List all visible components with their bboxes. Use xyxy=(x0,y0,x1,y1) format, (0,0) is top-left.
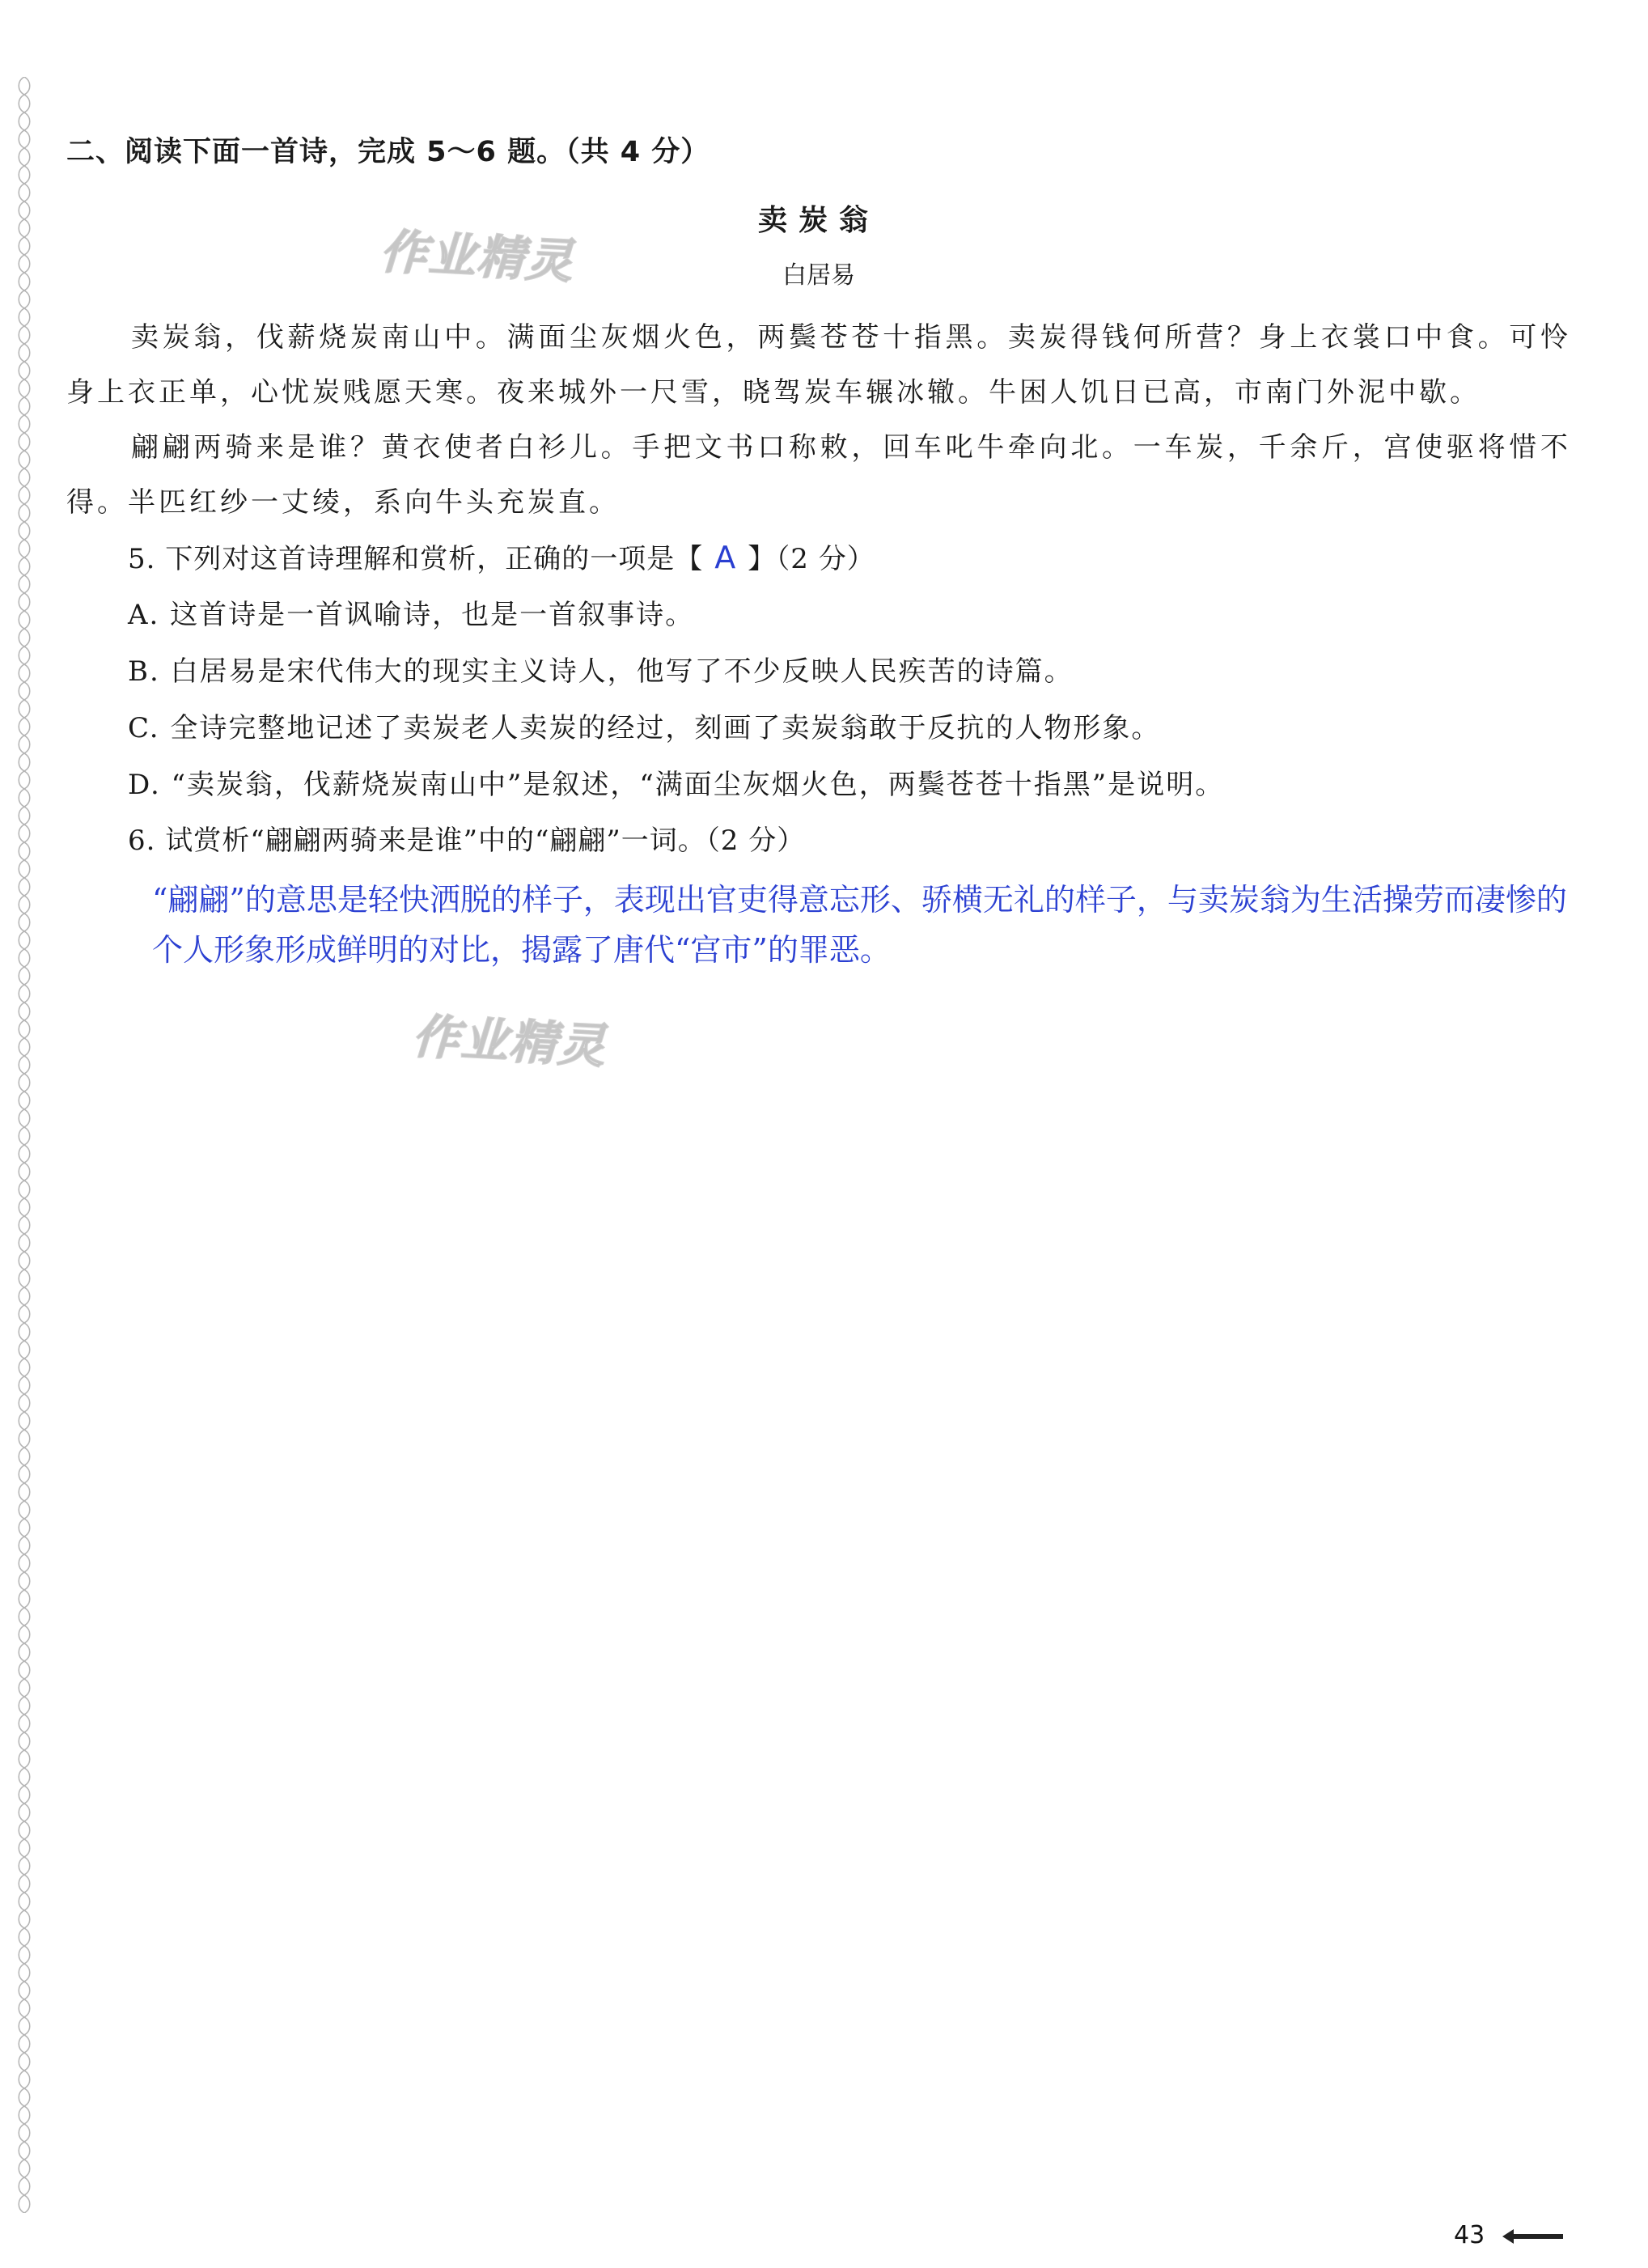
watermark-logo: 作业精灵 xyxy=(411,1008,608,1075)
watermark-logo: 作业精灵 xyxy=(379,223,576,290)
option-b: B. 白居易是宋代伟大的现实主义诗人，他写了不少反映人民疾苦的诗篇。 xyxy=(128,655,1074,688)
question-5-points: 】（2 分） xyxy=(748,543,875,575)
poem-author: 白居易 xyxy=(782,261,855,290)
question-5-text: 5. 下列对这首诗理解和赏析，正确的一项是【 xyxy=(128,543,704,575)
poem-paragraph: 卖炭翁，伐薪烧炭南山中。满面尘灰烟火色，两鬓苍苍十指黑。卖炭得钱何所营？身上衣裳口中食。可怜身上衣正单，心忧炭贱愿天寒。夜来城外一尺雪，晓驾炭车辗冰辙。牛困人饥日已高，市南门外泥中歇。 xyxy=(66,321,1571,409)
poem-paragraph: 翩翩两骑来是谁？黄衣使者白衫儿。手把文书口称敕，回车叱牛牵向北。一车炭，千余斤，宫使驱将惜不得。半匹红纱一丈绫，系向牛头充炭直。 xyxy=(66,431,1571,519)
poem-title: 卖炭翁 xyxy=(757,204,879,237)
binding-edge-decoration xyxy=(15,77,34,2213)
option-c: C. 全诗完整地记述了卖炭老人卖炭的经过，刻画了卖炭翁敢于反抗的人物形象。 xyxy=(128,712,1161,744)
option-d: D. “卖炭翁，伐薪烧炭南山中”是叙述，“满面尘灰烟火色，两鬓苍苍十指黑”是说明。 xyxy=(128,769,1225,801)
option-a: A. 这首诗是一首讽喻诗，也是一首叙事诗。 xyxy=(128,599,695,631)
page-content xyxy=(66,129,1571,975)
question-6-answer: “翩翩”的意思是轻快洒脱的样子，表现出官吏得意忘形、骄横无礼的样子，与卖炭翁为生活操劳而凄惨的个人形象形成鲜明的对比，揭露了唐代“宫市”的罪恶。 xyxy=(152,882,1567,968)
arrow-left-icon xyxy=(1502,2227,1563,2246)
section-title: 二、阅读下面一首诗，完成 5～6 题。（共 4 分） xyxy=(66,136,710,168)
question-5-stem xyxy=(128,530,1571,587)
question-6-stem: 6. 试赏析“翩翩两骑来是谁”中的“翩翩”一词。（2 分） xyxy=(128,825,806,857)
page-number: 43 xyxy=(1454,2221,1485,2249)
question-5-answer: A xyxy=(714,540,737,575)
